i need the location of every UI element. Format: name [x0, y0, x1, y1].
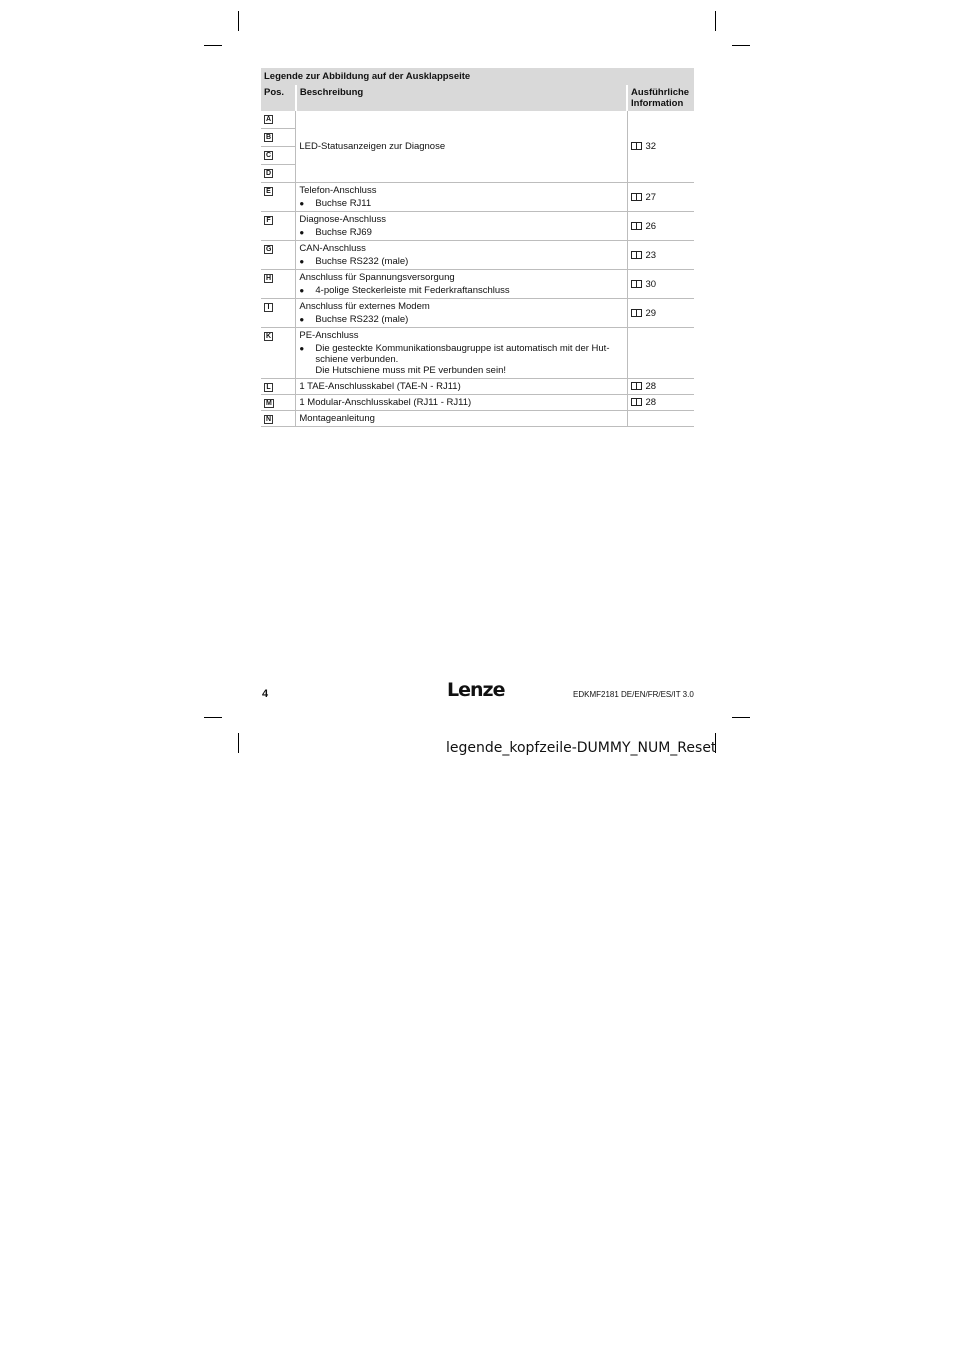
description-title: Telefon-Anschluss [299, 185, 377, 196]
description-cell [296, 111, 627, 183]
pos-cell [261, 299, 296, 328]
table-row [261, 395, 694, 411]
book-icon [631, 193, 642, 201]
description-title: Anschluss für externes Modem [299, 301, 430, 312]
header-pos: Pos. [261, 85, 296, 111]
info-cell [627, 212, 694, 241]
description-cell [296, 328, 627, 379]
book-icon [631, 309, 642, 317]
description-cell [296, 299, 627, 328]
bullet-item [299, 198, 623, 209]
pos-cell [261, 379, 296, 395]
page-reference: 28 [645, 397, 657, 408]
description-cell [296, 183, 627, 212]
crop-mark [204, 717, 222, 718]
pos-label: A [266, 116, 272, 123]
bullet-icon: ● [299, 315, 305, 324]
page-reference: 30 [645, 278, 657, 290]
bullet-text: Buchse RS232 (male) [315, 314, 409, 325]
description-cell [296, 379, 627, 395]
description-title: PE-Anschluss [299, 330, 359, 341]
pos-label: K [266, 333, 272, 340]
pos-cell [261, 270, 296, 299]
bottom-label: legende_kopfzeile-DUMMY_NUM_Reset [446, 740, 717, 756]
pos-label: M [266, 400, 272, 407]
bullet-item [299, 256, 623, 267]
page-reference: 29 [645, 307, 657, 319]
pos-cell [261, 411, 296, 427]
table-row [261, 299, 694, 328]
pos-cell [261, 129, 296, 147]
page-reference: 23 [645, 249, 657, 261]
crop-mark [732, 717, 750, 718]
description-cell [296, 270, 627, 299]
bullet-icon: ● [299, 199, 305, 208]
page-reference: 32 [645, 141, 657, 152]
page-reference: 28 [645, 381, 657, 392]
pos-cell [261, 183, 296, 212]
description-cell [296, 241, 627, 270]
bullet-text: Buchse RJ11 [315, 198, 372, 209]
book-icon [631, 142, 642, 150]
table-row [261, 411, 694, 427]
pos-cell [261, 147, 296, 165]
pos-cell [261, 241, 296, 270]
description-title: CAN-Anschluss [299, 243, 366, 254]
bullet-item [299, 285, 623, 296]
pos-cell [261, 212, 296, 241]
bullet-text: Die gesteckte Kommunikationsbaugruppe ist automatisch mit der Hut-schiene verbunden. [315, 343, 610, 365]
pos-cell [261, 111, 296, 129]
pos-label: C [266, 152, 272, 159]
description-title: LED-Statusanzeigen zur Diagnose [299, 141, 446, 152]
table-title: Legende zur Abbildung auf der Ausklappseite [261, 68, 694, 85]
pos-cell [261, 328, 296, 379]
table-row [261, 111, 694, 129]
header-info: Ausführliche Information [627, 85, 694, 111]
bullet-text: 4-polige Steckerleiste mit Federkraftanschluss [315, 285, 510, 296]
description-cell [296, 395, 627, 411]
lenze-logo: Lenze [447, 679, 505, 701]
info-cell [627, 328, 694, 379]
description-cell [296, 411, 627, 427]
header-description: Beschreibung [296, 85, 627, 111]
info-cell [627, 241, 694, 270]
bullet-text: Buchse RJ69 [315, 227, 372, 238]
bullet-icon: ● [299, 257, 305, 266]
table-row [261, 183, 694, 212]
page-reference: 27 [645, 191, 657, 203]
table-row [261, 270, 694, 299]
pos-label: L [264, 383, 273, 392]
info-cell [627, 299, 694, 328]
description-title: Montageanleitung [299, 413, 375, 424]
table-row [261, 241, 694, 270]
table-row [261, 212, 694, 241]
info-cell [627, 270, 694, 299]
info-cell [627, 411, 694, 427]
book-icon [631, 222, 642, 230]
crop-mark [732, 45, 750, 46]
note-text: Die Hutschiene muss mit PE verbunden sein! [315, 365, 506, 376]
page-reference: 26 [645, 220, 657, 232]
description-title: Diagnose-Anschluss [299, 214, 386, 225]
bullet-item [299, 227, 623, 238]
crop-mark [715, 11, 716, 31]
crop-mark [238, 733, 239, 753]
pos-label: D [266, 170, 272, 177]
table-row [261, 379, 694, 395]
bullet-item [299, 314, 623, 325]
crop-mark [204, 45, 222, 46]
description-title: Anschluss für Spannungsversorgung [299, 272, 455, 283]
pos-label: B [266, 134, 272, 141]
description-title: 1 Modular-Anschlusskabel (RJ11 - RJ11) [299, 397, 472, 408]
description-cell [296, 212, 627, 241]
description-title: 1 TAE-Anschlusskabel (TAE-N - RJ11) [299, 381, 461, 392]
bullet-item [299, 343, 623, 365]
book-icon [631, 251, 642, 259]
pos-label: I [264, 303, 273, 312]
pos-label: G [266, 246, 272, 253]
info-cell [627, 183, 694, 212]
page-number: 4 [262, 688, 269, 700]
info-cell [627, 111, 694, 183]
bullet-text: Buchse RS232 (male) [315, 256, 409, 267]
pos-label: F [264, 216, 273, 225]
pos-cell [261, 395, 296, 411]
info-cell [627, 395, 694, 411]
pos-label: H [266, 275, 272, 282]
pos-label: N [266, 416, 272, 423]
book-icon [631, 382, 642, 390]
pos-cell [261, 165, 296, 183]
book-icon [631, 280, 642, 288]
doc-id: EDKMF2181 DE/EN/FR/ES/IT 3.0 [573, 690, 694, 699]
bullet-icon: ● [299, 228, 305, 237]
pos-label: E [264, 187, 273, 196]
bullet-icon: ● [299, 344, 305, 353]
book-icon [631, 398, 642, 406]
bullet-icon: ● [299, 286, 305, 295]
table-row [261, 328, 694, 379]
info-cell [627, 379, 694, 395]
legend-table [261, 68, 694, 427]
crop-mark [238, 11, 239, 31]
